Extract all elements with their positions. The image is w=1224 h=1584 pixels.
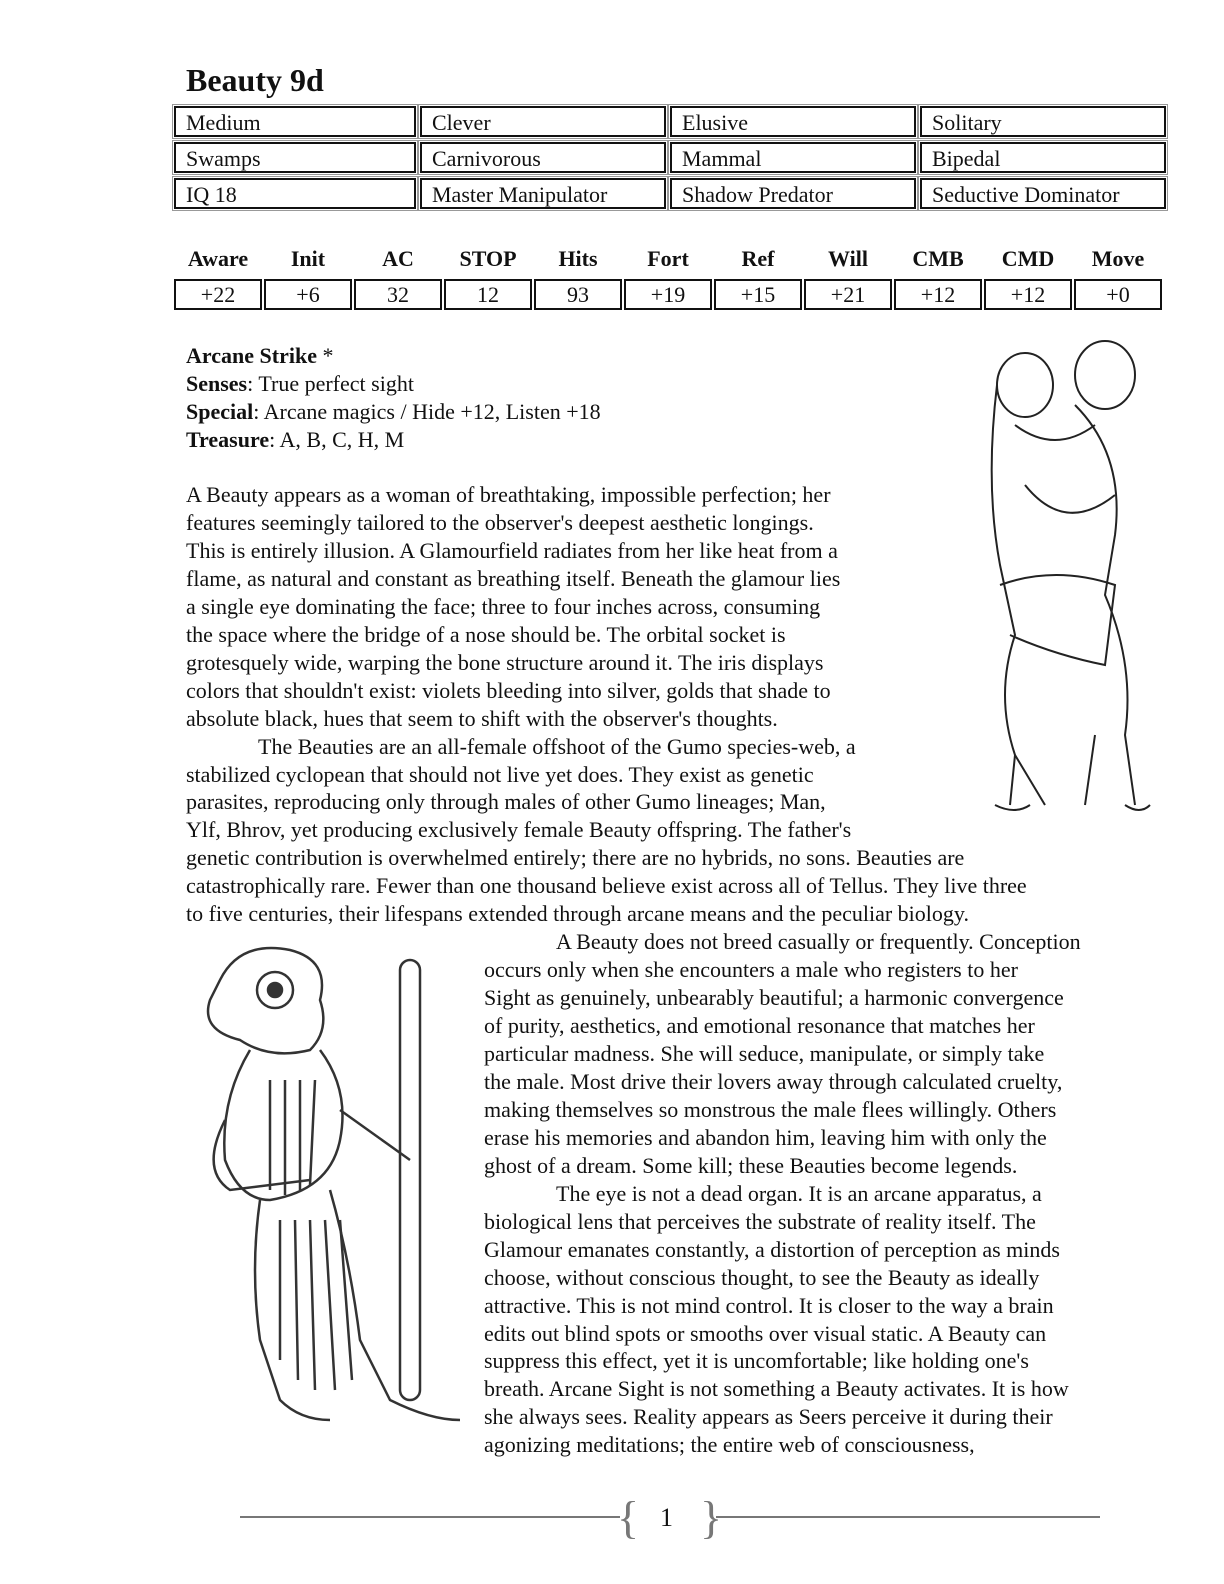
trait-cell: Swamps (174, 142, 416, 173)
body-line: colors that shouldn't exist: violets bleeding into silver, golds that shade to (186, 677, 831, 703)
stat-value: +22 (174, 279, 262, 310)
treasure-label: Treasure (186, 427, 270, 452)
stat-label: Move (1091, 246, 1145, 271)
arcane-strike-mark: * (316, 343, 334, 368)
trait-cell: Clever (420, 106, 666, 137)
senses (186, 370, 414, 398)
body-line: particular madness. She will seduce, manipulate, or simply take (484, 1041, 1045, 1066)
footer-rule-right (716, 1516, 1100, 1518)
stat-value: 32 (354, 279, 442, 310)
body-line: agonizing meditations; the entire web of consciousness, (484, 1432, 975, 1458)
stat-label: Init (290, 246, 326, 271)
stat-value: +6 (264, 279, 352, 310)
stat-label: Will (828, 246, 868, 271)
body-line: making themselves so monstrous the male flees willingly. Others (484, 1096, 1057, 1122)
special-value: : Arcane magics / Hide +12, Listen +18 (253, 399, 601, 424)
stat-label: Ref (741, 246, 775, 271)
body-line: suppress this effect, yet it is uncomfortable; like holding one's (484, 1348, 1029, 1374)
stat-label: Aware (187, 246, 249, 271)
senses-label: Senses (186, 371, 248, 396)
footer-brace-right: } (700, 1492, 723, 1543)
body-line: A Beauty appears as a woman of breathtaking, impossible perfection; her (186, 482, 831, 507)
body-line: edits out blind spots or smooths over visual static. A Beauty can (484, 1320, 1047, 1346)
stat-label: AC (382, 246, 414, 271)
body-line: choose, without conscious thought, to see the Beauty as ideally (484, 1264, 1040, 1290)
page-title: Beauty 9d (186, 62, 324, 98)
stat-value: 93 (534, 279, 622, 310)
body-line: genetic contribution is overwhelmed entirely; there are no hybrids, no sons. Beauties are (186, 845, 965, 871)
footer-brace-left: { (617, 1492, 640, 1543)
trait-cell: IQ 18 (174, 178, 416, 209)
trait-cell: Seductive Dominator (920, 178, 1166, 209)
stat-value: +0 (1074, 279, 1162, 310)
senses-value: : True perfect sight (247, 371, 414, 396)
body-line: The eye is not a dead organ. It is an arcane apparatus, a (556, 1180, 1042, 1206)
body-line: she always sees. Reality appears as Seers perceive it during their (484, 1404, 1053, 1430)
arcane-strike (186, 342, 333, 370)
body-line: Ylf, Bhrov, yet producing exclusively female Beauty offspring. The father's (186, 817, 852, 843)
special (186, 398, 601, 426)
body-line: of purity, aesthetics, and emotional resonance that matches her (484, 1013, 1035, 1039)
trait-cell: Shadow Predator (670, 178, 916, 209)
treasure (186, 426, 404, 454)
body-line: a single eye dominating the face; three to four inches across, consuming (186, 593, 821, 619)
body-line: features seemingly tailored to the observer's deepest aesthetic longings. (186, 509, 814, 535)
stat-label: Hits (558, 246, 598, 271)
body-line: stabilized cyclopean that should not live yet does. They exist as genetic (186, 761, 814, 787)
trait-cell: Elusive (670, 106, 916, 137)
stat-value: +19 (624, 279, 712, 310)
body-line: the space where the bridge of a nose should be. The orbital socket is (186, 621, 786, 647)
cyclops-illustration (180, 940, 470, 1440)
body-line: catastrophically rare. Fewer than one thousand believe exist across all of Tellus. They live three (186, 873, 1027, 899)
stat-value: +12 (894, 279, 982, 310)
body-line: Sight as genuinely, unbearably beautiful; a harmonic convergence (484, 985, 1064, 1011)
body-line: The Beauties are an all-female offshoot of the Gumo species-web, a (258, 733, 856, 759)
stat-label: CMB (912, 246, 964, 271)
special-label: Special (186, 399, 254, 424)
page-number: 1 (660, 1503, 673, 1532)
stat-value: 12 (444, 279, 532, 310)
couple-illustration (955, 335, 1155, 835)
body-line: occurs only when she encounters a male who registers to her (484, 957, 1018, 983)
body-line: This is entirely illusion. A Glamourfield radiates from her like heat from a (186, 537, 838, 563)
body-line: attractive. This is not mind control. It is closer to the way a brain (484, 1292, 1054, 1318)
stat-label: CMD (1001, 246, 1055, 271)
body-line: absolute black, hues that seem to shift with the observer's thoughts. (186, 705, 778, 731)
stat-value: +12 (984, 279, 1072, 310)
stat-value: +21 (804, 279, 892, 310)
arcane-strike-label: Arcane Strike (186, 343, 317, 368)
trait-cell: Mammal (670, 142, 916, 173)
trait-cell: Solitary (920, 106, 1166, 137)
footer-rule-left (240, 1516, 620, 1518)
stat-label: STOP (459, 246, 517, 271)
body-line: breath. Arcane Sight is not something a Beauty activates. It is how (484, 1376, 1069, 1402)
trait-cell: Bipedal (920, 142, 1166, 173)
body-line: to five centuries, their lifespans extended through arcane means and the peculiar biology. (186, 901, 969, 927)
trait-cell: Master Manipulator (420, 178, 666, 209)
body-line: erase his memories and abandon him, leaving him with only the (484, 1124, 1047, 1150)
body-line: A Beauty does not breed casually or frequently. Conception (556, 929, 1081, 955)
body-line: flame, as natural and constant as breathing itself. Beneath the glamour lies (186, 565, 841, 591)
body-line: parasites, reproducing only through males of other Gumo lineages; Man, (186, 789, 826, 815)
body-line: Glamour emanates constantly, a distortion of perception as minds (484, 1236, 1060, 1262)
body-line: the male. Most drive their lovers away through calculated cruelty, (484, 1068, 1063, 1094)
stat-value: +15 (714, 279, 802, 310)
stat-label: Fort (647, 246, 689, 271)
trait-cell: Carnivorous (420, 142, 666, 173)
treasure-value: : A, B, C, H, M (269, 427, 405, 452)
trait-cell: Medium (174, 106, 416, 137)
body-line: grotesquely wide, warping the bone structure around it. The iris displays (186, 649, 824, 675)
body-line: biological lens that perceives the substrate of reality itself. The (484, 1208, 1036, 1234)
body-line: ghost of a dream. Some kill; these Beauties become legends. (484, 1152, 1018, 1178)
